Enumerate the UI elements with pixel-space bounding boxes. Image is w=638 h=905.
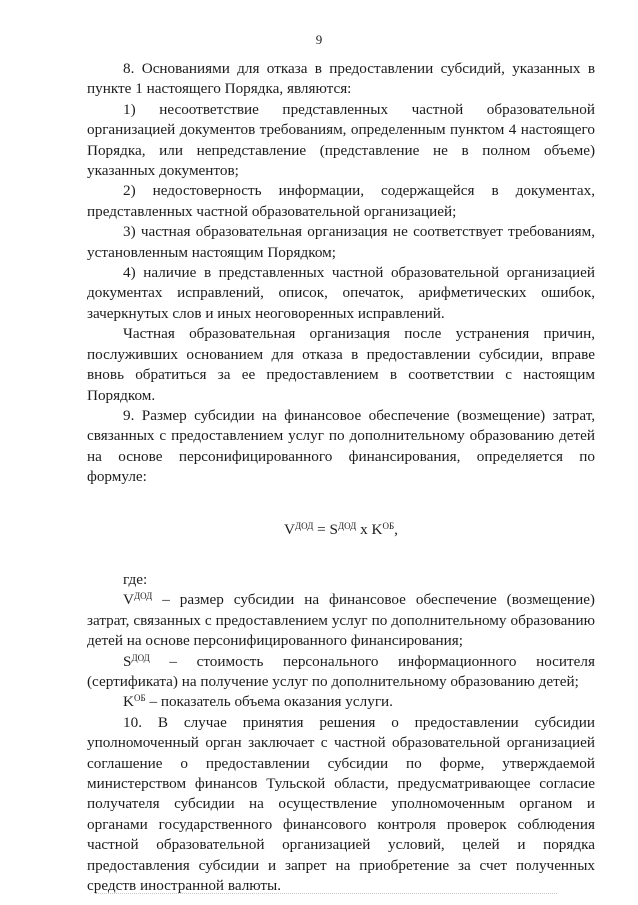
formula-k-sup: ОБ xyxy=(382,520,395,531)
paragraph-9: 9. Размер субсидии на финансовое обеспечение (возмещение) затрат, связанных с предоставлением услуг по дополнительному образованию детей на основе персонифицированного финансирования, определяется по формуле: xyxy=(87,406,595,486)
paragraph-8-item-2: 2) недостоверность информации, содержащейся в документах, представленных частной образовательной организацией; xyxy=(87,182,595,220)
formula-k: K xyxy=(371,520,383,538)
where-s-symbol: S xyxy=(123,652,132,670)
where-s-sup: ДОД xyxy=(131,652,150,663)
formula-v-sup: ДОД xyxy=(295,520,314,531)
paragraph-8: 8. Основаниями для отказа в предоставлении субсидий, указанных в пункте 1 настоящего Порядка, являются: xyxy=(87,60,595,98)
where-k-text: – показатель объема оказания услуги. xyxy=(145,693,393,711)
document-body xyxy=(87,59,595,896)
where-k-sup: ОБ xyxy=(133,693,146,704)
bottom-divider xyxy=(95,893,557,894)
where-k-symbol: K xyxy=(123,693,134,711)
paragraph-10: 10. В случае принятия решения о предоставлении субсидии уполномоченный орган заключает с частной образовательной организацией соглашение о предоставлении субсидии по форме, утверждаемой министерством финансов Тульской области, предусматривающее согласие получателя субсидии на осуществление уполномоченным органом и органами государственного финансового контроля проверок соблюдения частной образовательной организацией условий, целей и порядка предоставления субсидии и запрет на приобретение за счет полученных средств иностранной валюты. xyxy=(87,713,595,895)
where-v-text: – размер субсидии на финансовое обеспечение (возмещение) затрат, связанных с предоставлением услуг по дополнительному образованию детей на основе персонифицированного финансирования; xyxy=(87,591,595,650)
formula-times: x xyxy=(356,520,372,538)
paragraph-8-resubmission: Частная образовательная организация после устранения причин, послуживших основанием для отказа в предоставлении субсидии, вправе вновь обратиться за ее предоставлением в соответствии с настоящим Порядком. xyxy=(87,325,595,404)
formula-end: , xyxy=(394,520,398,538)
where-s-definition xyxy=(87,652,595,693)
formula-s: S xyxy=(329,520,338,538)
page-number: 9 xyxy=(315,32,323,47)
paragraph-8-item-3: 3) частная образовательная организация не соответствует требованиям, установленным настоящим Порядком; xyxy=(87,223,595,261)
where-s-text: – стоимость персонального информационного носителя (сертификата) на получение услуг по дополнительному образованию детей; xyxy=(87,652,595,690)
where-label: где: xyxy=(123,570,148,588)
paragraph-8-item-4: 4) наличие в представленных частной образовательной организацией документах исправлений, описок, опечаток, арифметических ошибок, зачеркнутых слов и иных неоговоренных исправлений. xyxy=(87,264,595,322)
paragraph-8-item-1: 1) несоответствие представленных частной образовательной организацией документов требованиям, определенным пунктом 4 настоящего Порядка, или непредставление (представление не в полном объеме) указанных документов; xyxy=(87,100,595,180)
formula-s-sup: ДОД xyxy=(337,520,357,531)
subsidy-formula xyxy=(87,520,595,540)
where-v-symbol: V xyxy=(123,591,134,609)
where-v-definition xyxy=(87,590,595,651)
where-v-sup: ДОД xyxy=(133,591,153,602)
formula-v: V xyxy=(284,520,296,538)
formula-eq: = xyxy=(313,520,330,538)
where-k-definition xyxy=(87,692,595,712)
